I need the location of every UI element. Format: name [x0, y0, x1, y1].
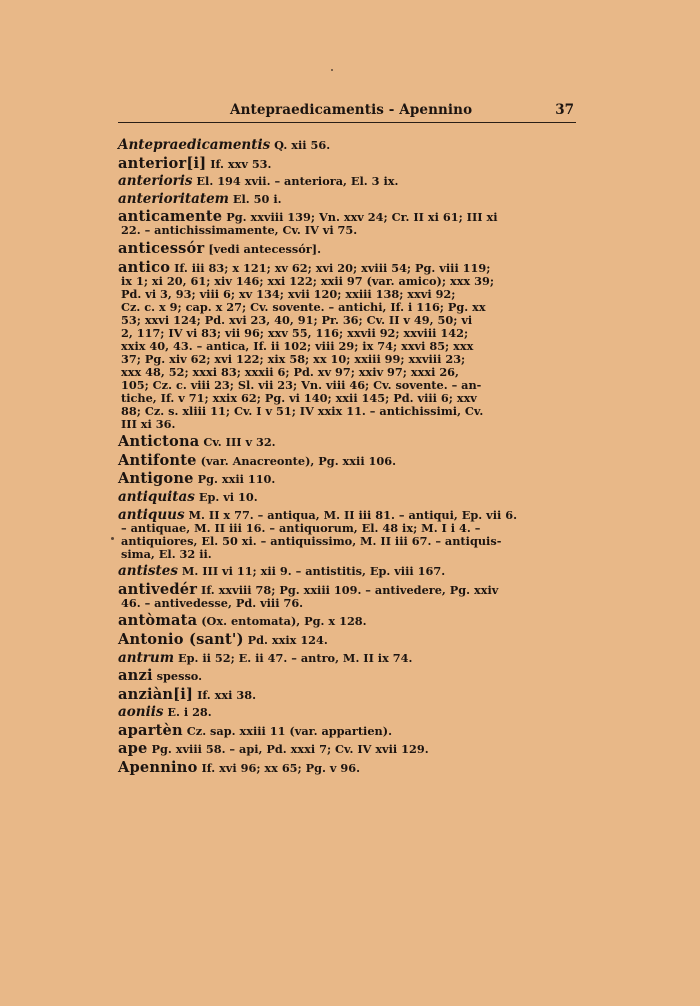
- entry-references: xxix 40, 43. – antica, If. ii 102; viii 29; ix 74; xxvi 85; xxx: [121, 338, 474, 353]
- entry-references: ix 1; xi 20, 61; xiv 146; xxi 122; xxii 97 (var. amico); xxx 39;: [121, 273, 494, 288]
- entry-references: [vedi antecessór].: [208, 241, 322, 256]
- entry-first-line: [118, 669, 578, 683]
- dictionary-entry: [118, 706, 578, 719]
- entry-continuation-line: [118, 548, 578, 561]
- speck: [331, 69, 333, 71]
- entry-references: Pg. xxviii 139; Vn. xxv 24; Cr. II xi 61; III xi: [226, 210, 498, 225]
- entry-references: Pg. xxii 110.: [197, 472, 276, 487]
- entry-first-line: [118, 451, 578, 469]
- entry-references: antiquiores, El. 50 xi. – antiquissimo, M. II iii 67. – antiquis-: [121, 533, 502, 548]
- entry-first-line: [118, 472, 578, 486]
- entry-first-line: [118, 721, 578, 739]
- page-header: [118, 100, 576, 123]
- entry-first-line: [118, 565, 578, 578]
- entry-continuation-line: [118, 418, 578, 431]
- entry-first-line: [118, 190, 578, 207]
- entry-references: Q. xii 56.: [274, 138, 331, 152]
- dictionary-entry: [118, 685, 578, 703]
- entry-references: Pd. vi 3, 93; viii 6; xv 134; xvii 120; xxiii 138; xxvi 92;: [121, 286, 456, 301]
- entry-references: Cz. c. x 9; cap. x 27; Cv. sovente. – antichi, If. i 116; Pg. xx: [121, 299, 486, 314]
- entry-references: If. xxviii 78; Pg. xxiii 109. – antivedere, Pg. xxiv: [201, 582, 499, 597]
- entry-references: (var. Anacreonte), Pg. xxii 106.: [200, 453, 397, 468]
- dictionary-entry: [118, 721, 578, 739]
- entry-continuation-line: [118, 224, 578, 237]
- entry-headword: Antonio (sant'): [118, 630, 244, 648]
- entry-references: xxx 48, 52; xxxi 83; xxxii 6; Pd. xv 97; xxiv 97; xxxi 26,: [121, 364, 459, 379]
- entry-headword: antiquitas: [118, 488, 195, 505]
- entry-references: El. 194 xvii. – anteriora, El. 3 ix.: [196, 174, 399, 189]
- entry-references: 37; Pg. xiv 62; xvi 122; xix 58; xx 10; xxiii 99; xxviii 23;: [121, 351, 466, 366]
- dictionary-entry: [118, 175, 578, 188]
- entry-continuation-line: [118, 597, 578, 610]
- entry-headword: antivedér: [118, 580, 198, 598]
- entry-references: El. 50 i.: [232, 191, 282, 206]
- entry-references: sima, El. 32 ii.: [121, 546, 212, 561]
- dictionary-entry: [118, 210, 578, 237]
- entry-first-line: [118, 649, 578, 666]
- entry-headword: anterioris: [118, 173, 193, 190]
- entry-references: tiche, If. v 71; xxix 62; Pg. vi 140; xxii 145; Pd. viii 6; xxv: [121, 390, 477, 405]
- entry-first-line: [118, 706, 578, 719]
- entry-references: If. xxi 38.: [197, 687, 257, 702]
- entry-headword: Antifonte: [118, 451, 197, 469]
- entry-headword: anticessór: [118, 239, 205, 257]
- entry-headword: ape: [118, 740, 148, 758]
- dictionary-entry: [118, 190, 578, 207]
- entry-headword: Antictona: [118, 433, 200, 451]
- entry-headword: anziàn[i]: [118, 685, 194, 703]
- entry-headword: antico: [118, 258, 171, 276]
- entry-first-line: [118, 614, 578, 628]
- entry-headword: antistes: [118, 563, 178, 580]
- dictionary-entry: [118, 488, 578, 505]
- entry-first-line: [118, 630, 578, 648]
- entry-headword: Apennino: [118, 759, 198, 777]
- entry-references: M. II x 77. – antiqua, M. II iii 81. – antiqui, Ep. vii 6.: [188, 507, 518, 522]
- entry-headword: anzi: [118, 667, 153, 685]
- dictionary-entry: [118, 451, 578, 469]
- entry-references: 2, 117; IV vi 83; vii 96; xxv 55, 116; xxvii 92; xxviii 142;: [121, 325, 469, 340]
- entry-references: Cz. sap. xxiii 11 (var. appartien).: [186, 723, 393, 738]
- entry-first-line: [118, 580, 578, 598]
- dictionary-entry: [118, 761, 578, 775]
- entry-first-line: [118, 239, 578, 257]
- entry-references: 88; Cz. s. xliii 11; Cv. I v 51; IV xxix 11. – antichissimi, Cv.: [121, 403, 484, 418]
- entry-headword: anterior[i]: [118, 154, 207, 172]
- dictionary-entry: [118, 139, 578, 152]
- entry-references: M. III vi 11; xii 9. – antistitis, Ep. viii 167.: [181, 564, 446, 579]
- entry-first-line: [118, 139, 578, 152]
- entry-references: If. iii 83; x 121; xv 62; xvi 20; xviii 54; Pg. viii 119;: [174, 260, 491, 275]
- entry-first-line: [118, 258, 578, 276]
- entry-first-line: [118, 210, 578, 224]
- dictionary-entry: [118, 669, 578, 683]
- entry-first-line: [118, 175, 578, 188]
- dictionary-entry: [118, 614, 578, 628]
- entry-headword: apartèn: [118, 721, 183, 739]
- entry-references: If. xvi 96; xx 65; Pg. v 96.: [201, 761, 361, 776]
- entry-first-line: [118, 154, 578, 172]
- entry-references: Pg. xviii 58. – api, Pd. xxxi 7; Cv. IV xvii 129.: [151, 742, 429, 757]
- running-title: Antepraedicamentis - Apennino: [230, 102, 473, 118]
- entry-first-line: [118, 761, 578, 775]
- entry-references: 22. – antichissimamente, Cv. IV vi 75.: [121, 223, 358, 238]
- dictionary-entry: [118, 742, 578, 756]
- entry-headword: anterioritatem: [118, 190, 229, 207]
- entry-headword: antòmata: [118, 612, 198, 630]
- dictionary-entry: [118, 239, 578, 257]
- entry-references: 105; Cz. c. viii 23; Sl. vii 23; Vn. viii 46; Cv. sovente. – an-: [121, 377, 482, 392]
- dictionary-entry: [118, 154, 578, 172]
- entry-references: Ep. ii 52; E. ii 47. – antro, M. II ix 74.: [177, 650, 413, 665]
- entry-headword: antiquus: [118, 506, 185, 523]
- entry-references: Ep. vi 10.: [198, 489, 258, 504]
- dictionary-entry: [118, 435, 578, 449]
- entry-headword: aoniis: [118, 704, 164, 721]
- entry-headword: antrum: [118, 649, 175, 666]
- dictionary-entry: [118, 580, 578, 610]
- dictionary-entries: [118, 139, 578, 780]
- speck: [111, 537, 114, 540]
- dictionary-entry: [118, 565, 578, 578]
- entry-references: spesso.: [156, 669, 203, 684]
- entry-references: Cv. III v 32.: [203, 435, 276, 450]
- entry-continuation-line: [118, 405, 578, 418]
- entry-first-line: [118, 488, 578, 505]
- entry-references: III xi 36.: [121, 416, 176, 431]
- entry-references: – antiquae, M. II iii 16. – antiquorum, El. 48 ix; M. I i 4. –: [121, 520, 481, 535]
- entry-references: E. i 28.: [167, 705, 212, 720]
- dictionary-entry: [118, 630, 578, 648]
- entry-references: If. xxv 53.: [210, 156, 272, 171]
- dictionary-entry: [118, 472, 578, 486]
- entry-headword: Antigone: [118, 470, 194, 488]
- entry-references: 46. – antivedesse, Pd. viii 76.: [121, 595, 304, 610]
- entry-headword: Antepraedicamentis: [118, 137, 271, 153]
- entry-first-line: [118, 742, 578, 756]
- dictionary-entry: [118, 258, 578, 431]
- page-number: 37: [555, 102, 574, 118]
- entry-first-line: [118, 435, 578, 449]
- entry-references: 53; xxvi 124; Pd. xvi 23, 40, 91; Pr. 36; Cv. II v 49, 50; vi: [121, 312, 473, 327]
- dictionary-entry: [118, 649, 578, 666]
- entry-headword: anticamente: [118, 208, 223, 226]
- entry-references: (Ox. entomata), Pg. x 128.: [201, 614, 367, 629]
- dictionary-entry: [118, 506, 578, 561]
- entry-first-line: [118, 685, 578, 703]
- entry-references: Pd. xxix 124.: [247, 632, 328, 647]
